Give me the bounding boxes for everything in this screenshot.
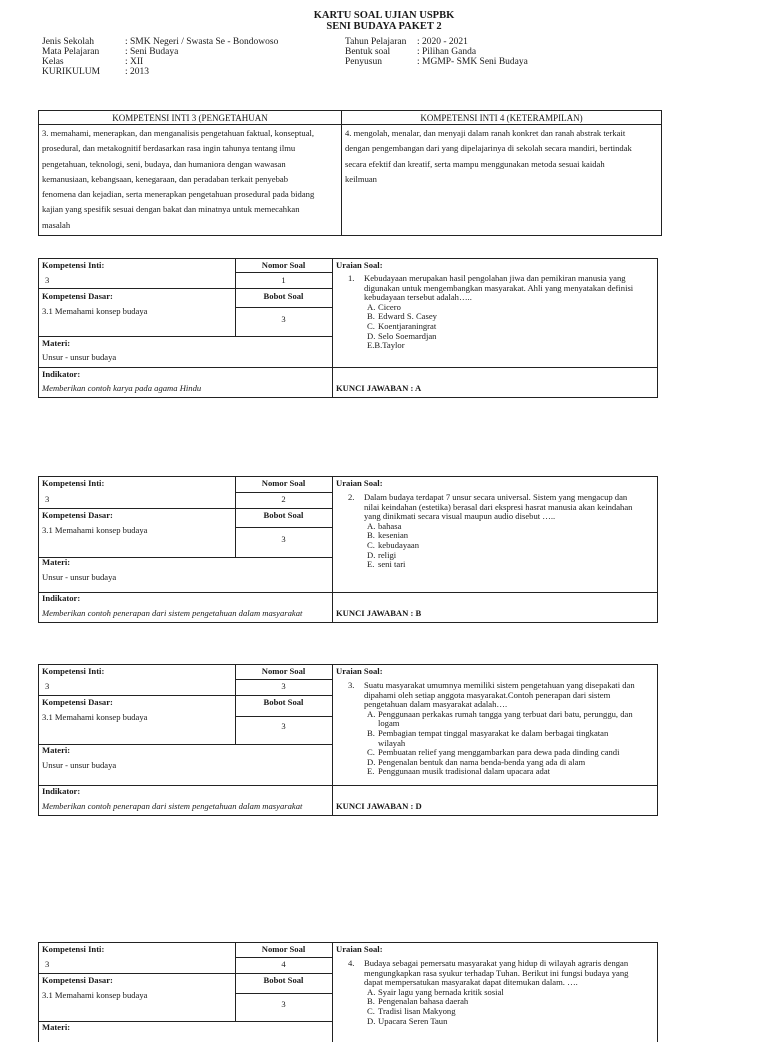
- info-label: Jenis Sekolah: [42, 37, 94, 47]
- materi-value: Unsur - unsur budaya: [42, 760, 117, 770]
- question-card-3: [38, 664, 658, 816]
- bobot-soal-value: 3: [281, 534, 286, 544]
- bobot-soal-label: Bobot Soal: [263, 975, 304, 985]
- answer-option: D. Upacara Seren Taun: [367, 1015, 448, 1026]
- ki3-text: [39, 125, 342, 236]
- kompetensi-inti-table: [38, 110, 662, 236]
- answer-option: A. bahasa: [367, 520, 402, 531]
- info-value: : 2013: [125, 67, 150, 77]
- stem-line: dipahami oleh setiap anggota masyarakat.Contoh penerapan dari sistem: [364, 689, 611, 700]
- materi-value: Unsur - unsur budaya: [42, 572, 117, 582]
- ki3-line: masalah: [42, 219, 71, 230]
- ki4-line: 4. mengolah, menalar, dan menyaji dalam ranah konkret dan ranah abstrak terkait: [345, 128, 626, 138]
- answer-option-extra: E.B.Taylor: [367, 340, 405, 351]
- document-subtitle: SENI BUDAYA PAKET 2: [326, 21, 442, 32]
- kd-label: Kompetensi Dasar:: [42, 510, 113, 520]
- ki3-line: pengetahuan, teknologi, seni, budaya, dan humaniora dengan wawasan: [42, 158, 286, 169]
- materi-value: Unsur - unsur budaya: [42, 352, 117, 362]
- question-card-2: [38, 476, 658, 623]
- indikator-value: Memberikan contoh penerapan dari sistem pengetahuan dalam masyarakat: [42, 801, 303, 811]
- answer-option: D. Selo Soemardjan: [367, 330, 437, 341]
- indikator-label: Indikator:: [42, 786, 81, 796]
- ki4-line: dengan pengembangan dari yang dipelajarinya di sekolah secara mandiri, bertindak: [345, 143, 632, 154]
- question-stem: [364, 959, 657, 988]
- question-stem: [364, 274, 657, 303]
- nomor-soal-value: 2: [281, 494, 286, 504]
- answer-option: D. religi: [367, 549, 397, 560]
- info-value: : XII: [125, 57, 144, 67]
- kd-value: 3.1 Memahami konsep budaya: [42, 712, 148, 722]
- kd-value: 3.1 Memahami konsep budaya: [42, 306, 148, 316]
- answer-option: A. Penggunaan perkakas rumah tangga yang terbuat dari batu, perunggu, dan logam: [367, 708, 633, 729]
- ki4-header: KOMPETENSI INTI 4 (KETERAMPILAN): [342, 111, 662, 125]
- bobot-soal-label: Bobot Soal: [263, 291, 304, 301]
- answer-option: B. Edward S. Casey: [367, 311, 437, 322]
- kd-label: Kompetensi Dasar:: [42, 975, 113, 985]
- ki-value: 3: [45, 494, 50, 504]
- nomor-soal-label: Nomor Soal: [261, 944, 306, 954]
- question-stem: [364, 493, 657, 522]
- stem-line: Budaya sebagai pemersatu masyarakat yang hidup di wilayah agraris dengan: [364, 958, 629, 968]
- materi-label: Materi:: [42, 745, 71, 755]
- indikator-value: Memberikan contoh karya pada agama Hindu: [42, 383, 202, 393]
- answer-option: E. seni tari: [367, 559, 406, 570]
- ki3-header: KOMPETENSI INTI 3 (PENGETAHUAN: [39, 111, 342, 125]
- nomor-soal-label: Nomor Soal: [261, 260, 306, 270]
- info-left: [42, 37, 278, 77]
- answer-option: C. Pembuatan relief yang menggambarkan para dewa pada dinding candi: [367, 747, 620, 758]
- materi-label: Materi:: [42, 1022, 71, 1032]
- ki-label: Kompetensi Inti:: [42, 666, 105, 676]
- question-card-1: [38, 258, 658, 398]
- stem-line: mengungkapkan rasa syukur terhadap Tuhan. Berikut ini fungsi budaya yang: [364, 967, 629, 978]
- answer-option: B. Pengenalan bahasa daerah: [367, 996, 469, 1007]
- bobot-soal-label: Bobot Soal: [263, 697, 304, 707]
- info-label: Tahun Pelajaran: [345, 37, 407, 47]
- question-number: 2.: [348, 492, 355, 502]
- answer-option: C. Koentjaraningrat: [367, 320, 437, 331]
- answer-option: D. Pengenalan bentuk dan nama benda-benda yang ada di alam: [367, 756, 586, 767]
- nomor-soal-value: 4: [281, 959, 286, 969]
- answer-option: A. Syair lagu yang bernada kritik sosial: [367, 986, 504, 997]
- info-value: : SMK Negeri / Swasta Se - Bondowoso: [125, 37, 279, 47]
- question-number: 3.: [348, 680, 355, 690]
- nomor-soal-label: Nomor Soal: [261, 478, 306, 488]
- kd-value: 3.1 Memahami konsep budaya: [42, 525, 148, 535]
- ki3-line: kajian yang spesifik sesuai dengan bakat dan minatnya untuk memecahkan: [42, 204, 300, 215]
- ki4-line: secara efektif dan kreatif, serta mampu menggunakan metoda sesuai kaidah: [345, 158, 605, 169]
- ki-label: Kompetensi Inti:: [42, 478, 105, 488]
- answer-option: C. kebudayaan: [367, 539, 420, 550]
- stem-line: Dalam budaya terdapat 7 unsur secara universal. Sistem yang mengacup dan: [364, 492, 628, 502]
- stem-line: kebudayaan tersebut adalah…..: [364, 292, 472, 303]
- stem-line: yang dinikmati secara visual maupun audio disebut …..: [364, 511, 556, 522]
- stem-line: Kebudayaan merupakan hasil pengolahan jiwa dan pemikiran manusia yang: [364, 273, 626, 283]
- indikator-label: Indikator:: [42, 369, 81, 379]
- stem-line: digunakan untuk mengembangkan masyarakat. Ahli yang menyatakan definisi: [364, 282, 634, 293]
- uraian-soal-label: Uraian Soal:: [336, 260, 383, 270]
- stem-line: dapat mempersatukan masyarakat dapat ditemukan dalam. ….: [364, 977, 578, 988]
- ki3-line: prosedural, dan metakognitif berdasarkan rasa ingin tahunya tentang ilmu: [42, 143, 296, 154]
- materi-label: Materi:: [42, 338, 71, 348]
- ki-value: 3: [45, 681, 50, 691]
- info-value: : 2020 - 2021: [417, 37, 468, 47]
- question-stem: [364, 681, 657, 710]
- ki-label: Kompetensi Inti:: [42, 944, 105, 954]
- document-title: KARTU SOAL UJIAN USPBK: [313, 10, 455, 21]
- answer-option: E. Penggunaan musik tradisional dalam upacara adat: [367, 766, 551, 777]
- uraian-soal-label: Uraian Soal:: [336, 478, 383, 488]
- stem-line: Suatu masyarakat umumnya memiliki sistem pengetahuan yang disepakati dan: [364, 680, 635, 690]
- indikator-value: Memberikan contoh penerapan dari sistem pengetahuan dalam masyarakat: [42, 608, 303, 618]
- ki4-line: keilmuan: [345, 173, 377, 184]
- bobot-soal-value: 3: [281, 721, 286, 731]
- info-right: [345, 37, 528, 67]
- answer-option: C. Tradisi lisan Makyong: [367, 1005, 456, 1016]
- kd-label: Kompetensi Dasar:: [42, 697, 113, 707]
- answer-option: B. kesenian: [367, 530, 409, 541]
- answer-options: [342, 988, 657, 1026]
- info-label: Bentuk soal: [345, 47, 391, 57]
- ki3-line: 3. memahami, menerapkan, dan menganalisis pengetahuan faktual, konseptual,: [42, 128, 315, 138]
- ki4-text: [342, 125, 662, 236]
- bobot-soal-label: Bobot Soal: [263, 510, 304, 520]
- answer-option: A. Cicero: [367, 301, 401, 312]
- answer-options: [342, 303, 657, 341]
- info-value: : Pilihan Ganda: [417, 47, 477, 57]
- uraian-soal-label: Uraian Soal:: [336, 666, 383, 676]
- nomor-soal-value: 3: [281, 681, 286, 691]
- info-value: : Seni Budaya: [125, 47, 179, 57]
- info-label: KURIKULUM: [42, 67, 101, 77]
- info-label: Kelas: [42, 57, 64, 67]
- info-label: Penyusun: [345, 57, 382, 67]
- ki-value: 3: [45, 275, 50, 285]
- question-number: 4.: [348, 958, 355, 968]
- nomor-soal-value: 1: [281, 275, 286, 285]
- question-card-4: [38, 942, 658, 1042]
- ki3-line: fenomena dan kejadian, serta menerapkan pengetahuan prosedural pada bidang: [42, 189, 315, 200]
- bobot-soal-value: 3: [281, 999, 286, 1009]
- ki3-line: kemanusiaan, kebangsaan, kenegaraan, dan peradaban terkait penyebab: [42, 173, 288, 184]
- answer-options: [342, 522, 657, 570]
- uraian-soal-label: Uraian Soal:: [336, 944, 383, 954]
- materi-label: Materi:: [42, 557, 71, 567]
- stem-line: nilai keindahan (estetika) berasal dari ekspresi hasrat manusia akan keindahan: [364, 501, 633, 512]
- kd-value: 3.1 Memahami konsep budaya: [42, 990, 148, 1000]
- stem-line: pengetahuan dalam masyarakat adalah….: [364, 699, 508, 710]
- question-text: [342, 274, 657, 351]
- answer-options: [342, 710, 657, 777]
- kd-label: Kompetensi Dasar:: [42, 291, 113, 301]
- answer-option: B. Pembagian tempat tinggal masyarakat ke dalam berbagai tingkatan wilayah: [367, 727, 609, 748]
- kunci-jawaban: KUNCI JAWABAN : D: [336, 801, 422, 811]
- kunci-jawaban: KUNCI JAWABAN : A: [336, 383, 422, 393]
- question-number: 1.: [348, 273, 355, 283]
- question-text: [342, 681, 657, 777]
- info-label: Mata Pelajaran: [42, 47, 100, 57]
- ki-label: Kompetensi Inti:: [42, 260, 105, 270]
- ki-value: 3: [45, 959, 50, 969]
- kunci-jawaban: KUNCI JAWABAN : B: [336, 608, 422, 618]
- nomor-soal-label: Nomor Soal: [261, 666, 306, 676]
- bobot-soal-value: 3: [281, 314, 286, 324]
- indikator-label: Indikator:: [42, 593, 81, 603]
- info-value: : MGMP- SMK Seni Budaya: [417, 57, 528, 67]
- question-text: [342, 959, 657, 1026]
- question-text: [342, 493, 657, 570]
